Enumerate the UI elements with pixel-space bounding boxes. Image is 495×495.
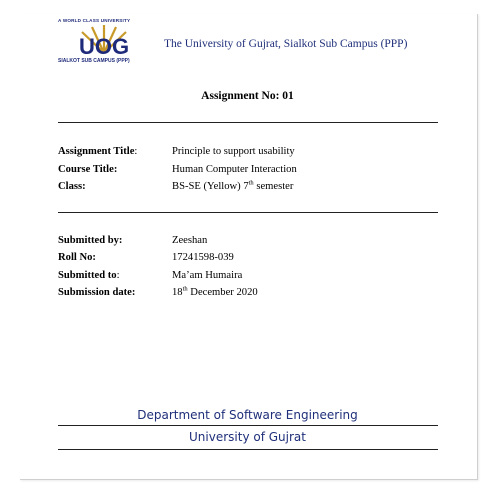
divider-middle bbox=[58, 212, 438, 213]
logo-tagline: A WORLD CLASS UNIVERSITY bbox=[58, 18, 131, 23]
university-name: University of Gujrat bbox=[189, 430, 306, 444]
divider-footer bbox=[58, 425, 438, 426]
field-colon: : bbox=[116, 270, 120, 281]
field-label: Course Title: bbox=[58, 164, 118, 175]
logo-subtext: SIALKOT SUB CAMPUS (PPP) bbox=[58, 58, 130, 64]
divider-bottom bbox=[58, 449, 438, 450]
field-label: Class: bbox=[58, 181, 86, 192]
university-campus-title: The University of Gujrat, Sialkot Sub Campus (PPP) bbox=[164, 38, 408, 50]
field-value: BS-SE (Yellow) 7th semester bbox=[172, 179, 294, 192]
divider-top bbox=[58, 122, 438, 123]
logo-emblem bbox=[58, 23, 150, 59]
field-value: 17241598-039 bbox=[172, 252, 234, 263]
field-label: Submitted by: bbox=[58, 235, 123, 246]
logo-text: UOG bbox=[78, 34, 130, 59]
uog-logo bbox=[58, 18, 150, 64]
field-value: Principle to support usability bbox=[172, 146, 295, 157]
field-value: Zeeshan bbox=[172, 235, 208, 246]
field-colon: : bbox=[134, 146, 138, 157]
department-name: Department of Software Engineering bbox=[137, 408, 358, 422]
field-value: Human Computer Interaction bbox=[172, 164, 297, 175]
field-value: 18th December 2020 bbox=[172, 285, 258, 298]
assignment-number: Assignment No: 01 bbox=[201, 90, 294, 102]
field-label: Roll No: bbox=[58, 252, 96, 263]
field-label: Submission date: bbox=[58, 287, 136, 298]
field-value: Ma’am Humaira bbox=[172, 270, 243, 281]
field-label: Assignment Title bbox=[58, 146, 135, 157]
field-label: Submitted to bbox=[58, 270, 117, 281]
